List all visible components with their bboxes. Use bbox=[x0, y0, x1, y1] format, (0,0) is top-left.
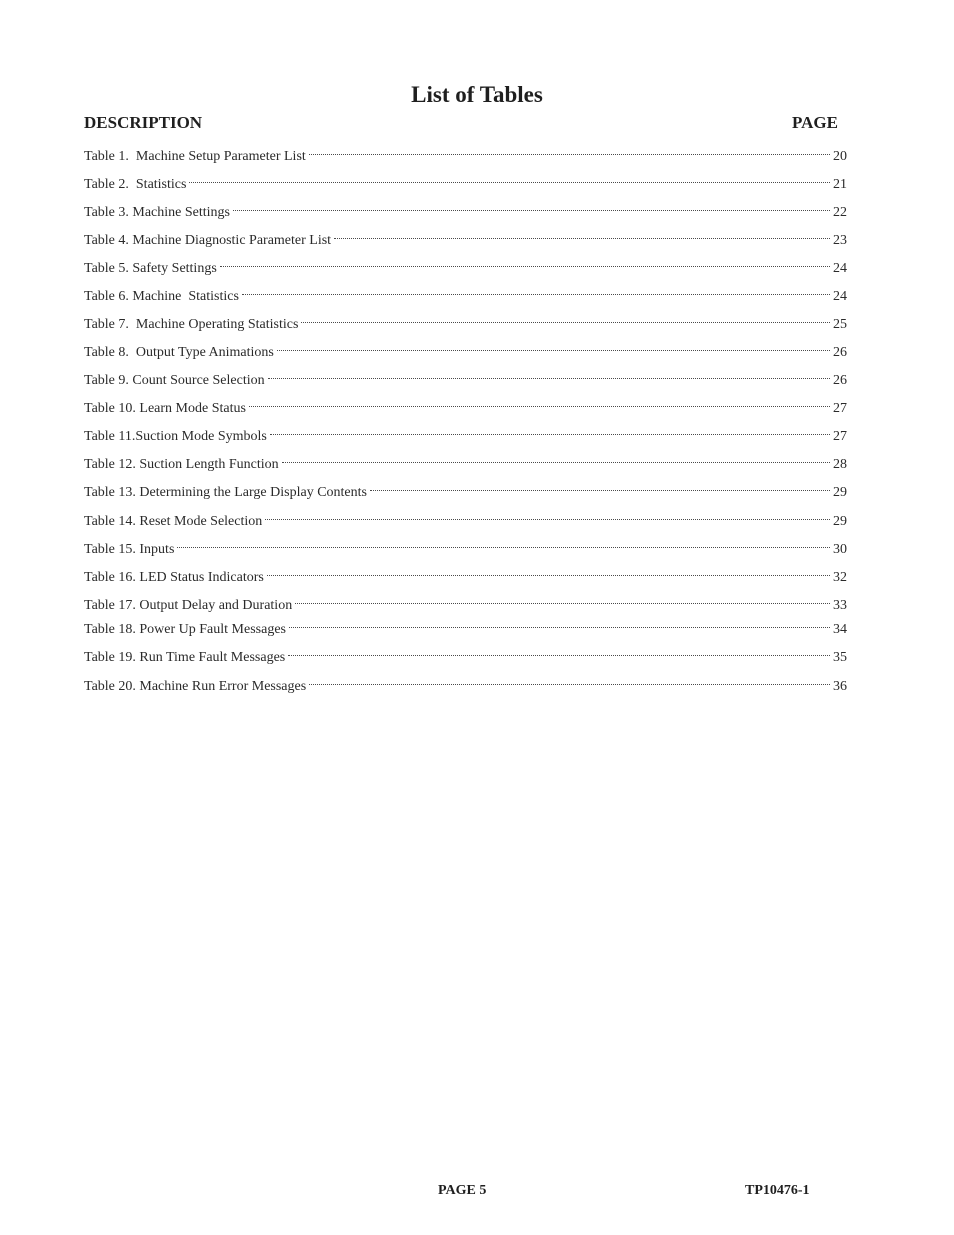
dot-leader bbox=[301, 308, 830, 328]
list-item bbox=[84, 308, 847, 332]
description-column-header: DESCRIPTION bbox=[84, 113, 203, 132]
list-item bbox=[84, 336, 847, 360]
list-item bbox=[84, 140, 847, 164]
footer-document-number: TP10476-1 bbox=[745, 1183, 810, 1198]
dot-leader bbox=[233, 196, 830, 216]
entry-page: 27 bbox=[833, 401, 847, 416]
entry-page: 36 bbox=[833, 679, 847, 694]
list-item bbox=[84, 364, 847, 388]
entry-label: Table 18. Power Up Fault Messages bbox=[84, 622, 286, 637]
list-item bbox=[84, 280, 847, 304]
list-item bbox=[84, 589, 847, 613]
page-column-header: PAGE bbox=[792, 113, 838, 132]
dot-leader bbox=[309, 140, 830, 160]
list-item bbox=[84, 613, 847, 637]
entry-label: Table 10. Learn Mode Status bbox=[84, 401, 246, 416]
entry-label: Table 13. Determining the Large Display Contents bbox=[84, 485, 367, 500]
entry-label: Table 4. Machine Diagnostic Parameter List bbox=[84, 233, 332, 248]
entry-label: Table 7. Machine Operating Statistics bbox=[84, 317, 299, 332]
list-item bbox=[84, 561, 847, 585]
dot-leader bbox=[309, 670, 830, 690]
entry-label: Table 20. Machine Run Error Messages bbox=[84, 679, 307, 694]
list-item bbox=[84, 448, 847, 472]
dot-leader bbox=[177, 533, 830, 553]
entry-page: 29 bbox=[833, 485, 847, 500]
list-item bbox=[84, 476, 847, 500]
entry-page: 27 bbox=[833, 429, 847, 444]
entry-label: Table 11.Suction Mode Symbols bbox=[84, 429, 267, 444]
dot-leader bbox=[295, 589, 830, 609]
entry-label: Table 8. Output Type Animations bbox=[84, 345, 274, 360]
list-item bbox=[84, 252, 847, 276]
entry-page: 23 bbox=[833, 233, 847, 248]
list-item bbox=[84, 420, 847, 444]
entry-label: Table 3. Machine Settings bbox=[84, 205, 230, 220]
list-item bbox=[84, 196, 847, 220]
list-item bbox=[84, 505, 847, 529]
entry-page: 34 bbox=[833, 622, 847, 637]
entry-page: 24 bbox=[833, 261, 847, 276]
entry-page: 26 bbox=[833, 373, 847, 388]
entry-label: Table 2. Statistics bbox=[84, 177, 187, 192]
dot-leader bbox=[270, 420, 830, 440]
entry-page: 20 bbox=[833, 149, 847, 164]
list-item bbox=[84, 224, 847, 248]
list-item bbox=[84, 533, 847, 557]
dot-leader bbox=[268, 364, 830, 384]
entry-page: 30 bbox=[833, 542, 847, 557]
entry-page: 32 bbox=[833, 570, 847, 585]
list-item bbox=[84, 168, 847, 192]
list-item bbox=[84, 641, 847, 665]
entry-page: 25 bbox=[833, 317, 847, 332]
entry-label: Table 12. Suction Length Function bbox=[84, 457, 279, 472]
dot-leader bbox=[242, 280, 830, 300]
entry-label: Table 9. Count Source Selection bbox=[84, 373, 265, 388]
entry-label: Table 19. Run Time Fault Messages bbox=[84, 650, 286, 665]
entry-page: 24 bbox=[833, 289, 847, 304]
entry-label: Table 5. Safety Settings bbox=[84, 261, 217, 276]
dot-leader bbox=[370, 476, 830, 496]
entry-label: Table 1. Machine Setup Parameter List bbox=[84, 149, 306, 164]
entry-label: Table 6. Machine Statistics bbox=[84, 289, 239, 304]
entry-page: 21 bbox=[833, 177, 847, 192]
dot-leader bbox=[220, 252, 830, 272]
dot-leader bbox=[189, 168, 830, 188]
dot-leader bbox=[265, 505, 830, 525]
dot-leader bbox=[289, 613, 830, 633]
entry-page: 22 bbox=[833, 205, 847, 220]
entry-label: Table 14. Reset Mode Selection bbox=[84, 514, 263, 529]
entry-label: Table 17. Output Delay and Duration bbox=[84, 598, 293, 613]
entry-label: Table 16. LED Status Indicators bbox=[84, 570, 264, 585]
entry-page: 29 bbox=[833, 514, 847, 529]
dot-leader bbox=[267, 561, 830, 581]
dot-leader bbox=[334, 224, 830, 244]
dot-leader bbox=[282, 448, 830, 468]
entry-page: 35 bbox=[833, 650, 847, 665]
list-item bbox=[84, 392, 847, 416]
dot-leader bbox=[288, 641, 830, 661]
entry-label: Table 15. Inputs bbox=[84, 542, 175, 557]
entry-page: 33 bbox=[833, 598, 847, 613]
page-title: List of Tables bbox=[411, 82, 543, 107]
dot-leader bbox=[249, 392, 830, 412]
footer-page-number: PAGE 5 bbox=[438, 1183, 487, 1198]
entry-page: 28 bbox=[833, 457, 847, 472]
list-item bbox=[84, 670, 847, 694]
entry-page: 26 bbox=[833, 345, 847, 360]
dot-leader bbox=[277, 336, 830, 356]
